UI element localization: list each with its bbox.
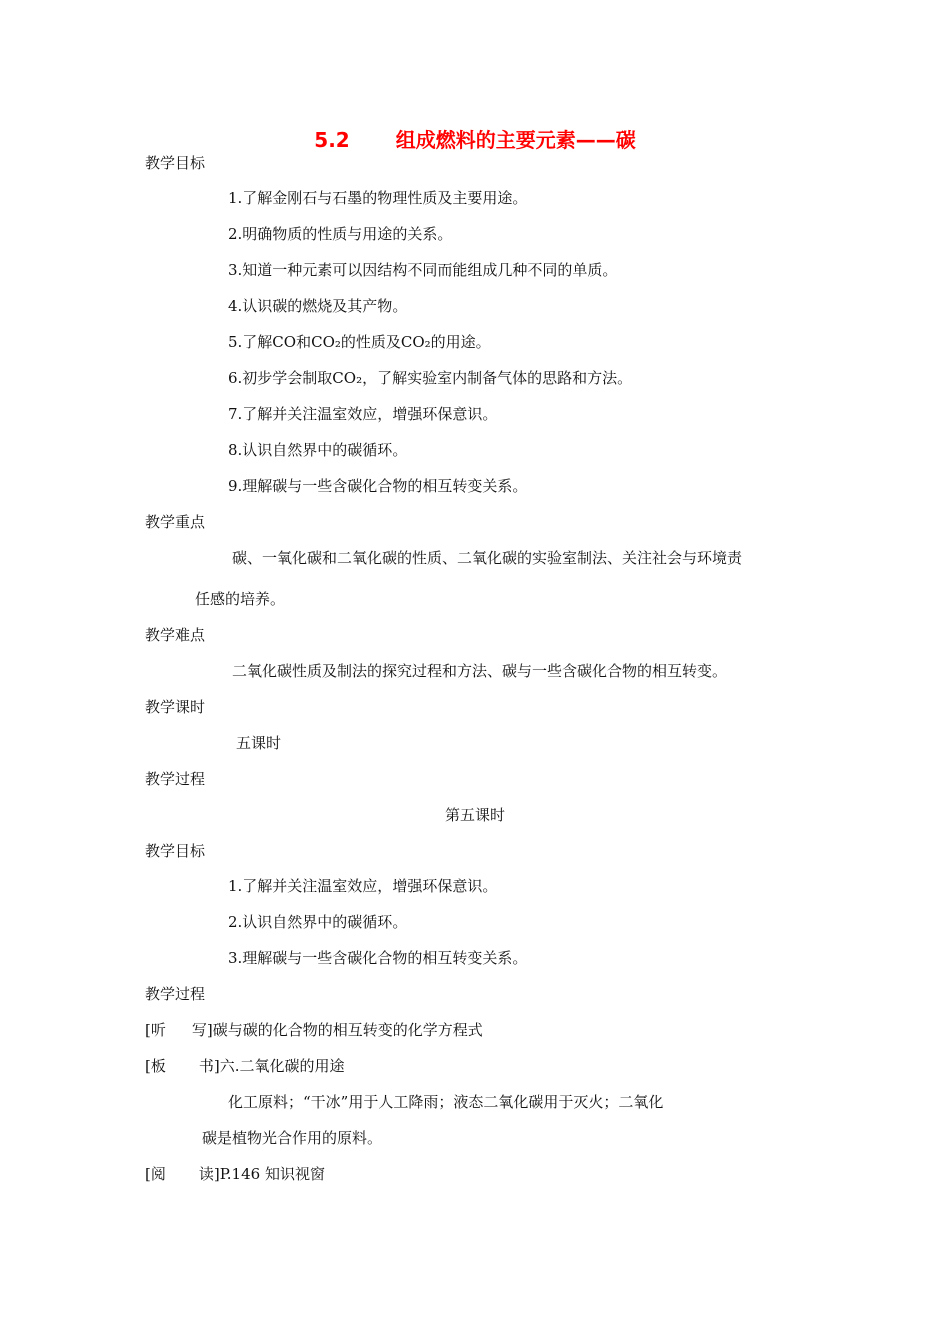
section-heading-periods: 教学课时 [145, 698, 206, 716]
objective-item: 8.认识自然界中的碳循环。 [228, 441, 408, 459]
board-line [145, 1056, 345, 1076]
objective-item: 2.认识自然界中的碳循环。 [228, 913, 408, 931]
difficulties-text: 二氧化碳性质及制法的探究过程和方法、碳与一些含碳化合物的相互转变。 [232, 662, 728, 680]
reading-text: P.146 知识视窗 [219, 1165, 325, 1183]
key-points-text: 碳、一氧化碳和二氧化碳的性质、二氧化碳的实验室制法、关注社会与环境责 [232, 549, 743, 567]
board-tag-a: [板 [145, 1057, 166, 1075]
objective-item: 3.知道一种元素可以因结构不同而能组成几种不同的单质。 [228, 261, 618, 279]
document-title [0, 124, 950, 153]
objective-item: 6.初步学会制取CO₂，了解实验室内制备气体的思路和方法。 [228, 369, 633, 387]
objective-item: 1.了解并关注温室效应，增强环保意识。 [228, 877, 498, 895]
section-heading-objectives-2: 教学目标 [145, 842, 206, 860]
objective-item: 7.了解并关注温室效应，增强环保意识。 [228, 405, 498, 423]
key-points-text-cont: 任感的培养。 [195, 590, 286, 608]
section-heading-difficulties: 教学难点 [145, 626, 206, 644]
title-text: 组成燃料的主要元素——碳 [395, 128, 636, 152]
title-number: 5.2 [314, 128, 350, 152]
listen-text: 碳与碳的化合物的相互转变的化学方程式 [212, 1021, 483, 1039]
section-heading-process-2: 教学过程 [145, 985, 206, 1003]
objective-item: 9.理解碳与一些含碳化合物的相互转变关系。 [228, 477, 528, 495]
lesson-subtitle: 第五课时 [444, 806, 505, 824]
uses-text: 化工原料；“干冰”用于人工降雨；液态二氧化碳用于灭火；二氧化 [228, 1093, 664, 1111]
section-heading-key-points: 教学重点 [145, 513, 206, 531]
listen-write-line [145, 1020, 483, 1040]
objective-item: 5.了解CO和CO₂的性质及CO₂的用途。 [228, 333, 491, 351]
reading-tag-b: 读] [198, 1165, 220, 1183]
objective-item: 1.了解金刚石与石墨的物理性质及主要用途。 [228, 189, 528, 207]
uses-text-cont: 碳是植物光合作用的原料。 [202, 1129, 383, 1147]
listen-tag-b: 写] [191, 1021, 213, 1039]
periods-value: 五课时 [236, 734, 282, 752]
reading-line [145, 1164, 325, 1184]
objective-item: 3.理解碳与一些含碳化合物的相互转变关系。 [228, 949, 528, 967]
board-text: 六.二氧化碳的用途 [219, 1057, 345, 1075]
section-heading-process: 教学过程 [145, 770, 206, 788]
section-heading-objectives: 教学目标 [145, 154, 206, 172]
board-tag-b: 书] [198, 1057, 220, 1075]
objective-item: 4.认识碳的燃烧及其产物。 [228, 297, 408, 315]
listen-tag-a: [听 [145, 1021, 166, 1039]
reading-tag-a: [阅 [145, 1165, 166, 1183]
objective-item: 2.明确物质的性质与用途的关系。 [228, 225, 453, 243]
